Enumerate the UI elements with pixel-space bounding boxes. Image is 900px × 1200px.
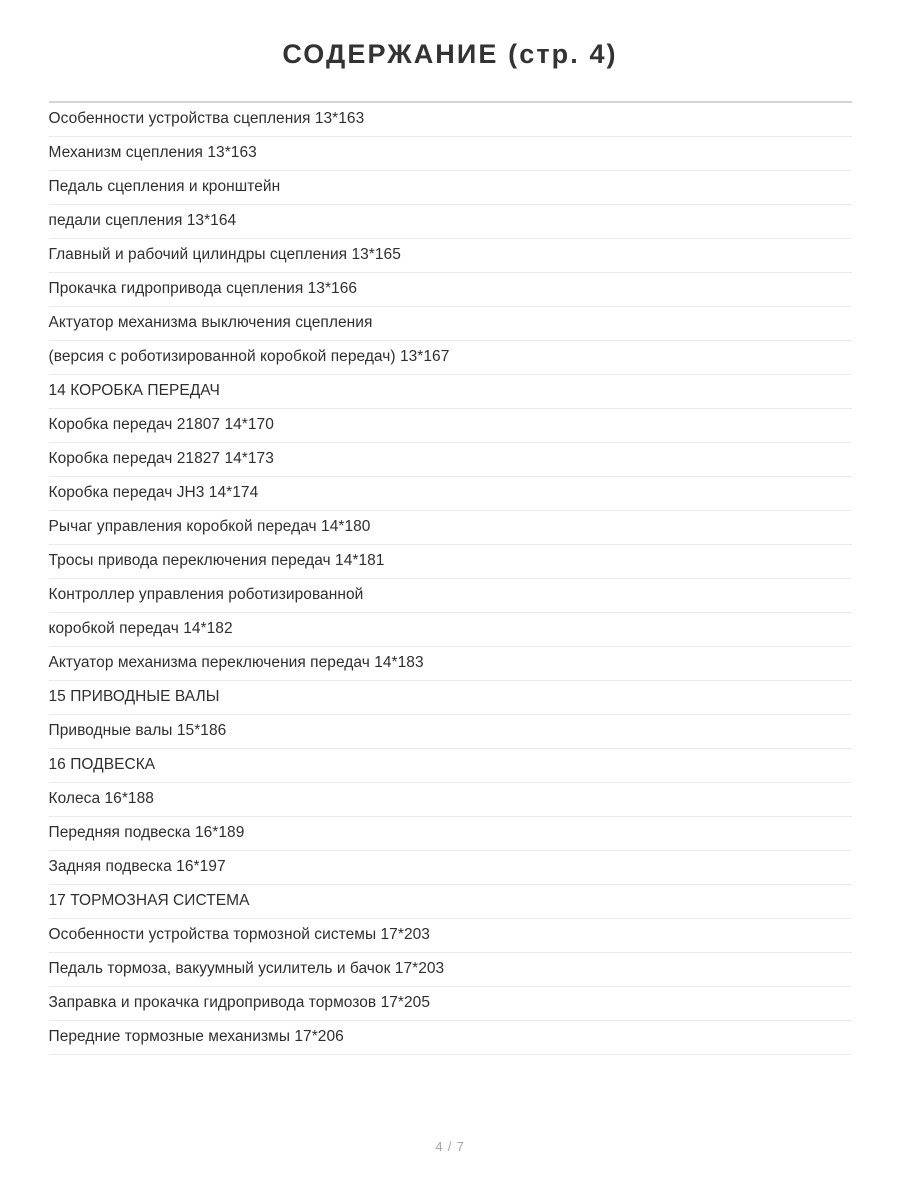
toc-entry-label: Актуатор механизма выключения сцепления [48, 313, 373, 331]
toc-entry-label: Коробка передач 21827 14*173 [48, 449, 274, 467]
toc-entry-row[interactable] [49, 477, 852, 511]
toc-entry-label: 14 КОРОБКА ПЕРЕДАЧ [48, 381, 220, 399]
toc-entry-row[interactable] [49, 443, 852, 477]
toc-entry-row[interactable] [49, 953, 852, 987]
toc-entry-label: Приводные валы 15*186 [48, 721, 227, 739]
toc-entry-label: Педаль сцепления и кронштейн [48, 177, 281, 195]
toc-section-row[interactable] [49, 681, 852, 715]
toc-entry-row[interactable] [49, 851, 852, 885]
toc-entry-label: Педаль тормоза, вакуумный усилитель и бачок 17*203 [48, 959, 445, 977]
toc-entry-label: 17 ТОРМОЗНАЯ СИСТЕМА [48, 891, 250, 909]
toc-entry-label: Прокачка гидропривода сцепления 13*166 [48, 279, 358, 297]
toc-entry-row[interactable] [49, 715, 852, 749]
toc-entry-row[interactable] [49, 239, 852, 273]
toc-entry-row[interactable] [49, 647, 852, 681]
toc-section-row[interactable] [49, 749, 852, 783]
page-number: 4 / 7 [435, 1139, 465, 1154]
toc-entry-label: Главный и рабочий цилиндры сцепления 13*165 [48, 245, 401, 263]
toc-entry-label: Рычаг управления коробкой передач 14*180 [48, 517, 371, 535]
toc-entry-label: 16 ПОДВЕСКА [48, 755, 156, 773]
toc-entry-row[interactable] [49, 171, 852, 205]
toc-entry-row[interactable] [49, 307, 852, 341]
toc-entry-label: коробкой передач 14*182 [48, 619, 233, 637]
toc-entry-label: Тросы привода переключения передач 14*181 [48, 551, 385, 569]
toc-entry-row[interactable] [49, 987, 852, 1021]
toc-entry-label: Особенности устройства сцепления 13*163 [48, 109, 365, 127]
toc-entry-row[interactable] [49, 137, 852, 171]
page-footer [0, 1138, 900, 1156]
toc-entry-row[interactable] [49, 409, 852, 443]
toc-entry-label: 15 ПРИВОДНЫЕ ВАЛЫ [48, 687, 220, 705]
toc-section-row[interactable] [49, 885, 852, 919]
toc-entry-row[interactable] [49, 579, 852, 613]
toc-entry-label: Особенности устройства тормозной системы 17*203 [48, 925, 430, 943]
toc-entry-row[interactable] [49, 205, 852, 239]
toc-entry-label: Передняя подвеска 16*189 [48, 823, 245, 841]
toc-entry-row[interactable] [49, 817, 852, 851]
toc-entry-label: Задняя подвеска 16*197 [48, 857, 226, 875]
toc-section-row[interactable] [49, 375, 852, 409]
toc-entry-row[interactable] [49, 511, 852, 545]
toc-entry-label: Колеса 16*188 [48, 789, 154, 807]
toc-entry-row[interactable] [49, 103, 852, 137]
toc-entry-row[interactable] [49, 919, 852, 953]
toc-entry-label: Коробка передач 21807 14*170 [48, 415, 274, 433]
toc-entry-label: Коробка передач JH3 14*174 [48, 483, 259, 501]
toc-entry-label: Актуатор механизма переключения передач 14*183 [48, 653, 424, 671]
toc-entry-row[interactable] [49, 545, 852, 579]
page-title: СОДЕРЖАНИЕ (стр. 4) [282, 39, 618, 69]
toc-entry-label: Механизм сцепления 13*163 [48, 143, 257, 161]
toc-entry-row[interactable] [49, 783, 852, 817]
toc-entry-label: Передние тормозные механизмы 17*206 [48, 1027, 344, 1045]
toc-entry-row[interactable] [49, 273, 852, 307]
toc-entry-label: педали сцепления 13*164 [48, 211, 237, 229]
toc-entry-row[interactable] [49, 1021, 852, 1055]
table-of-contents [49, 103, 852, 1055]
toc-entry-label: Контроллер управления роботизированной [48, 585, 364, 603]
toc-entry-label: (версия с роботизированной коробкой передач) 13*167 [48, 347, 450, 365]
toc-entry-row[interactable] [49, 341, 852, 375]
toc-entry-row[interactable] [49, 613, 852, 647]
toc-entry-label: Заправка и прокачка гидропривода тормозов 17*205 [48, 993, 430, 1011]
